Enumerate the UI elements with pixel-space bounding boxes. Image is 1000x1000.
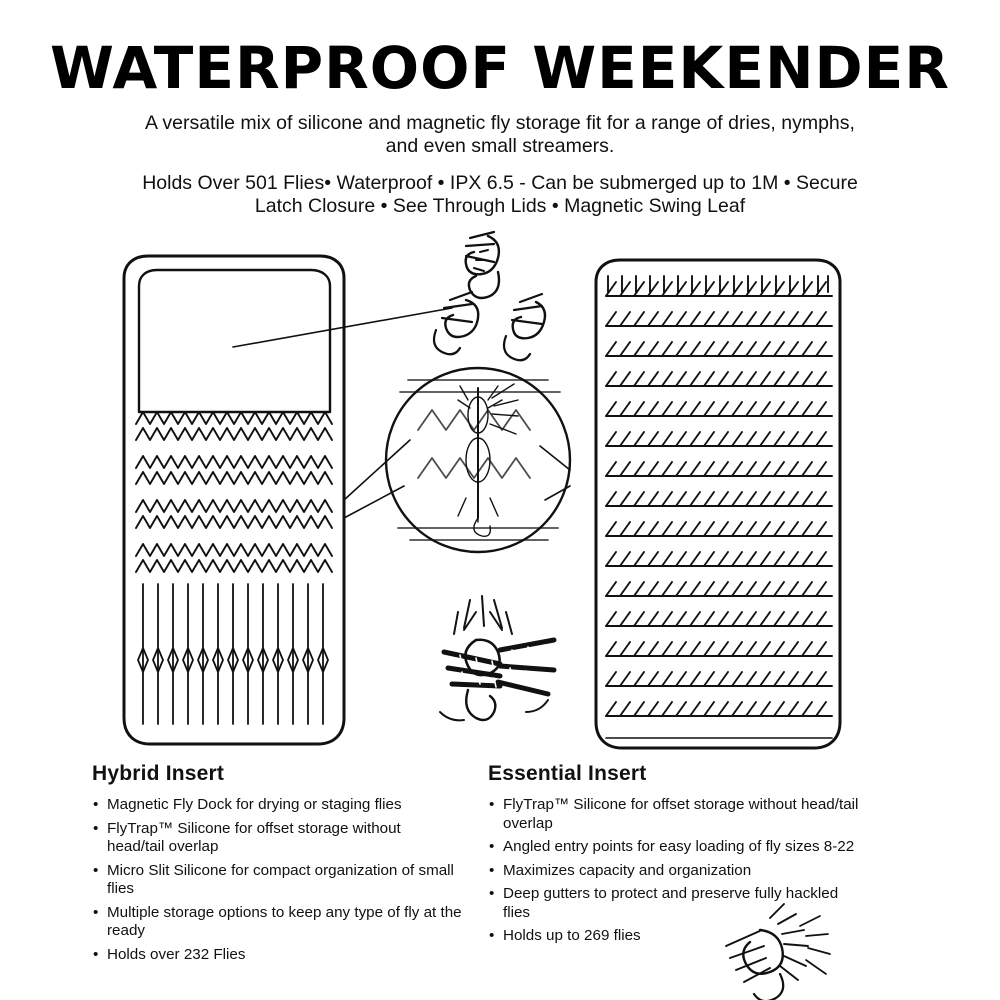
- hybrid-insert-heading: Hybrid Insert: [92, 762, 225, 785]
- fly-top-1: [466, 232, 499, 298]
- list-item: • Angled entry points for easy loading of fly sizes 8-22: [488, 838, 863, 857]
- list-item: • Deep gutters to protect and preserve fully hackled flies: [488, 885, 863, 922]
- essential-insert-bullets: [488, 796, 863, 946]
- list-item: • Magnetic Fly Dock for drying or staging flies: [92, 796, 462, 815]
- essential-insert-heading: Essential Insert: [488, 762, 647, 785]
- essential-flytrap-bands: [606, 276, 832, 738]
- feature-list-line: Holds Over 501 Flies• Waterproof • IPX 6.5 - Can be submerged up to 1M • Secure Latch Closure • See Through Lids • Magnetic Swing Leaf: [142, 172, 858, 218]
- list-item: • Micro Slit Silicone for compact organization of small flies: [92, 862, 462, 899]
- hybrid-micro-slit-silicone: [138, 584, 328, 724]
- fly-center: [440, 596, 554, 720]
- hybrid-flytrap-bands: [136, 412, 332, 572]
- hybrid-insert-bullets: [92, 796, 462, 964]
- list-item: • Holds over 232 Flies: [92, 946, 462, 965]
- hybrid-insert-diagram: [124, 256, 452, 744]
- essential-insert-diagram: [596, 260, 840, 748]
- fly-top-3: [504, 294, 545, 360]
- essential-insert-section: [488, 762, 863, 951]
- page-subtitle: A versatile mix of silicone and magnetic fly storage fit for a range of dries, nymphs, and even small streamers.: [145, 112, 855, 157]
- list-item: • FlyTrap™ Silicone for offset storage without head/tail overlap: [92, 820, 462, 857]
- hybrid-insert-section: [92, 762, 462, 969]
- list-item: • FlyTrap™ Silicone for offset storage without head/tail overlap: [488, 796, 863, 833]
- magnified-fly-detail: [344, 368, 570, 552]
- list-item: • Maximizes capacity and organization: [488, 862, 863, 881]
- list-item: • Holds up to 269 flies: [488, 927, 863, 946]
- page-title: WATERPROOF WEEKENDER: [50, 34, 950, 102]
- fly-top-2: [434, 292, 478, 354]
- list-item: • Multiple storage options to keep any type of fly at the ready: [92, 904, 462, 941]
